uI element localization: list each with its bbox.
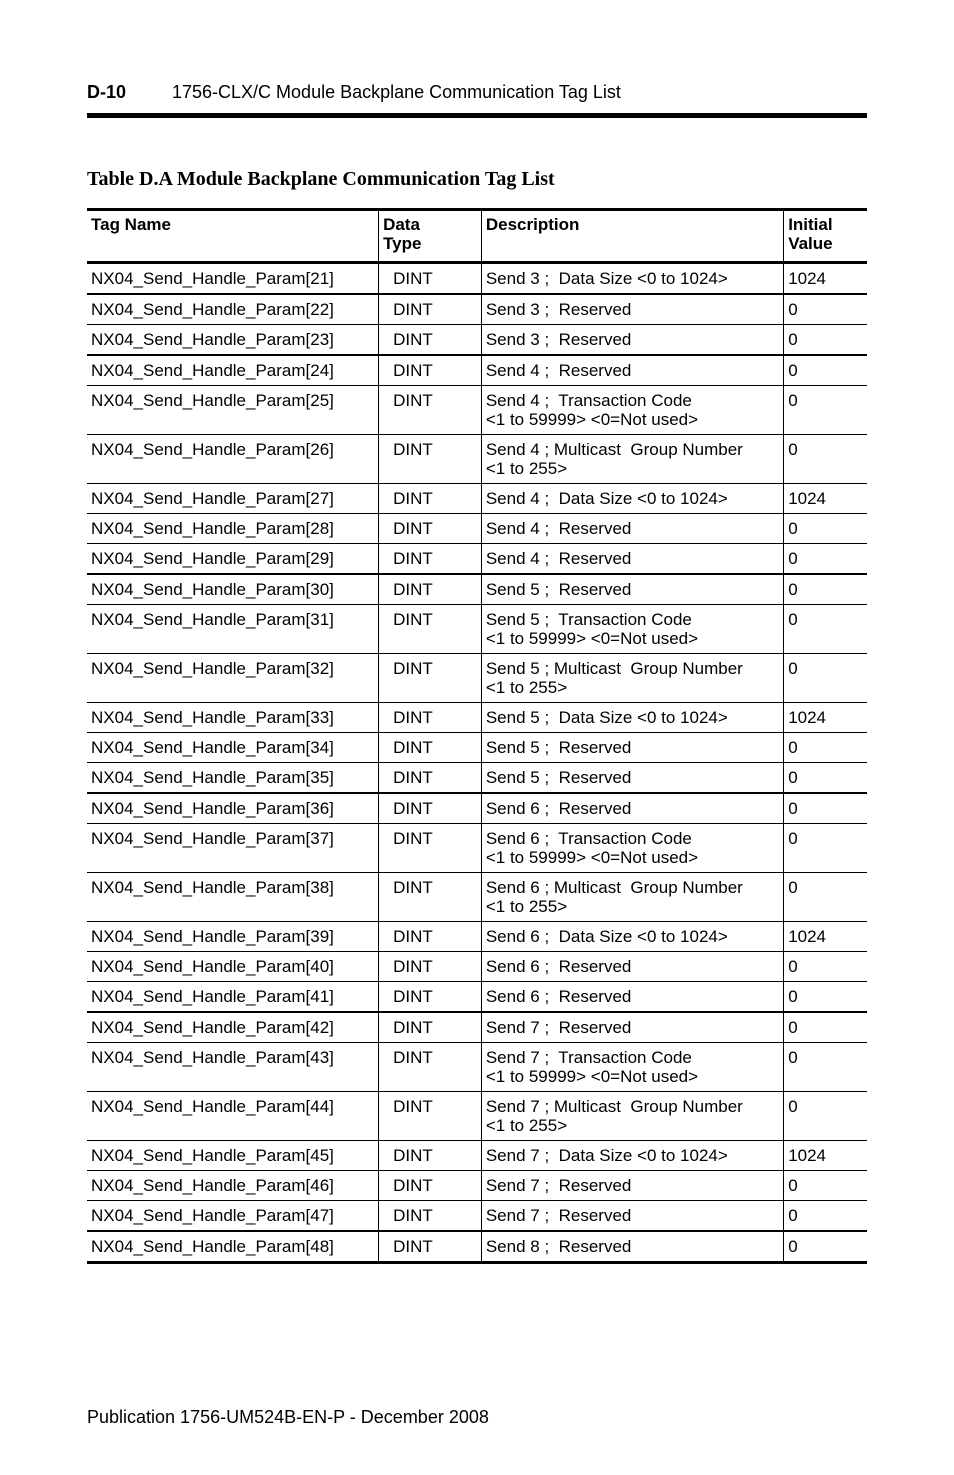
column-header-initial-value: Initial Value <box>784 210 867 263</box>
cell-description <box>481 1201 783 1232</box>
cell-data-type: DINT <box>379 733 482 763</box>
cell-description <box>481 605 783 654</box>
cell-tag-name: NX04_Send_Handle_Param[41] <box>87 982 379 1013</box>
cell-tag-name: NX04_Send_Handle_Param[35] <box>87 763 379 794</box>
cell-initial-value: 0 <box>784 294 867 325</box>
description-line: Send 6 ; Reserved <box>485 987 632 1006</box>
cell-data-type: DINT <box>379 793 482 824</box>
cell-description <box>481 325 783 356</box>
cell-initial-value: 0 <box>784 733 867 763</box>
table-body <box>87 263 867 1263</box>
cell-initial-value: 0 <box>784 982 867 1013</box>
table-row <box>87 654 867 703</box>
cell-data-type: DINT <box>379 386 482 435</box>
description-line: Send 7 ; Reserved <box>485 1018 632 1037</box>
description-line: Send 6 ; Reserved <box>485 957 632 976</box>
description-line: Send 7 ; Data Size <0 to 1024> <box>485 1146 728 1165</box>
description-line: Send 7 ; Multicast Group Number <box>485 1097 743 1116</box>
cell-description <box>481 922 783 952</box>
description-line: Send 5 ; Transaction Code <box>485 610 692 629</box>
description-line: Send 3 ; Data Size <0 to 1024> <box>485 269 728 288</box>
table-row <box>87 1201 867 1232</box>
cell-data-type: DINT <box>379 763 482 794</box>
description-line: Send 8 ; Reserved <box>485 1237 632 1256</box>
cell-initial-value: 0 <box>784 824 867 873</box>
cell-initial-value: 0 <box>784 605 867 654</box>
description-line: Send 3 ; Reserved <box>485 330 632 349</box>
cell-description <box>481 514 783 544</box>
cell-description <box>481 386 783 435</box>
cell-description <box>481 1231 783 1263</box>
cell-tag-name: NX04_Send_Handle_Param[47] <box>87 1201 379 1232</box>
cell-data-type: DINT <box>379 574 482 605</box>
table-row <box>87 484 867 514</box>
cell-initial-value: 0 <box>784 1201 867 1232</box>
description-line: <1 to 255> <box>485 897 568 916</box>
cell-description <box>481 355 783 386</box>
chapter-title: 1756-CLX/C Module Backplane Communication Tag List <box>172 82 621 102</box>
cell-tag-name: NX04_Send_Handle_Param[37] <box>87 824 379 873</box>
table-header-row <box>87 210 867 263</box>
cell-data-type: DINT <box>379 654 482 703</box>
cell-initial-value: 0 <box>784 1092 867 1141</box>
cell-data-type: DINT <box>379 263 482 295</box>
cell-description <box>481 982 783 1013</box>
cell-description <box>481 824 783 873</box>
description-line: Send 4 ; Multicast Group Number <box>485 440 743 459</box>
cell-tag-name: NX04_Send_Handle_Param[31] <box>87 605 379 654</box>
cell-data-type: DINT <box>379 873 482 922</box>
table-row <box>87 1231 867 1263</box>
cell-data-type: DINT <box>379 1231 482 1263</box>
table-row <box>87 435 867 484</box>
table-row <box>87 982 867 1013</box>
cell-description <box>481 703 783 733</box>
table-row <box>87 922 867 952</box>
cell-description <box>481 1012 783 1043</box>
table-row <box>87 544 867 575</box>
table-row <box>87 793 867 824</box>
cell-data-type: DINT <box>379 355 482 386</box>
cell-tag-name: NX04_Send_Handle_Param[24] <box>87 355 379 386</box>
description-line: <1 to 255> <box>485 678 568 697</box>
cell-initial-value: 0 <box>784 435 867 484</box>
cell-data-type: DINT <box>379 325 482 356</box>
description-line: <1 to 255> <box>485 1116 568 1135</box>
description-line: Send 4 ; Transaction Code <box>485 391 692 410</box>
cell-initial-value: 0 <box>784 654 867 703</box>
cell-tag-name: NX04_Send_Handle_Param[48] <box>87 1231 379 1263</box>
cell-data-type: DINT <box>379 1201 482 1232</box>
cell-description <box>481 733 783 763</box>
description-line: Send 7 ; Transaction Code <box>485 1048 692 1067</box>
cell-data-type: DINT <box>379 484 482 514</box>
cell-data-type: DINT <box>379 703 482 733</box>
cell-initial-value: 0 <box>784 952 867 982</box>
cell-description <box>481 435 783 484</box>
table-title: Table D.A Module Backplane Communication Tag List <box>87 168 555 190</box>
description-line: Send 7 ; Reserved <box>485 1206 632 1225</box>
cell-initial-value: 0 <box>784 574 867 605</box>
cell-tag-name: NX04_Send_Handle_Param[21] <box>87 263 379 295</box>
description-line: Send 6 ; Transaction Code <box>485 829 692 848</box>
description-line: Send 5 ; Reserved <box>485 738 632 757</box>
cell-tag-name: NX04_Send_Handle_Param[28] <box>87 514 379 544</box>
cell-data-type: DINT <box>379 982 482 1013</box>
cell-tag-name: NX04_Send_Handle_Param[38] <box>87 873 379 922</box>
cell-initial-value: 0 <box>784 1012 867 1043</box>
table-row <box>87 733 867 763</box>
table-row <box>87 873 867 922</box>
cell-initial-value: 0 <box>784 355 867 386</box>
cell-tag-name: NX04_Send_Handle_Param[40] <box>87 952 379 982</box>
table-row <box>87 1171 867 1201</box>
cell-data-type: DINT <box>379 1043 482 1092</box>
tag-list-table <box>87 208 867 1264</box>
column-header-description: Description <box>481 210 783 263</box>
description-line: <1 to 59999> <0=Not used> <box>485 410 699 429</box>
cell-data-type: DINT <box>379 294 482 325</box>
cell-initial-value: 0 <box>784 544 867 575</box>
cell-tag-name: NX04_Send_Handle_Param[23] <box>87 325 379 356</box>
description-line: Send 6 ; Reserved <box>485 799 632 818</box>
cell-description <box>481 952 783 982</box>
page-number: D-10 <box>87 82 127 102</box>
cell-data-type: DINT <box>379 952 482 982</box>
cell-data-type: DINT <box>379 605 482 654</box>
cell-initial-value: 1024 <box>784 703 867 733</box>
cell-description <box>481 294 783 325</box>
cell-initial-value: 1024 <box>784 922 867 952</box>
cell-tag-name: NX04_Send_Handle_Param[29] <box>87 544 379 575</box>
cell-tag-name: NX04_Send_Handle_Param[44] <box>87 1092 379 1141</box>
cell-tag-name: NX04_Send_Handle_Param[30] <box>87 574 379 605</box>
table-row <box>87 952 867 982</box>
table-row <box>87 325 867 356</box>
table-row <box>87 1043 867 1092</box>
cell-description <box>481 263 783 295</box>
table-row <box>87 386 867 435</box>
cell-description <box>481 654 783 703</box>
cell-data-type: DINT <box>379 435 482 484</box>
table-row <box>87 514 867 544</box>
cell-description <box>481 544 783 575</box>
description-line: Send 3 ; Reserved <box>485 300 632 319</box>
description-line: Send 5 ; Data Size <0 to 1024> <box>485 708 728 727</box>
description-line: Send 5 ; Reserved <box>485 580 632 599</box>
table-row <box>87 1012 867 1043</box>
cell-description <box>481 1092 783 1141</box>
cell-initial-value: 0 <box>784 763 867 794</box>
table-row <box>87 763 867 794</box>
cell-description <box>481 1141 783 1171</box>
cell-initial-value: 0 <box>784 386 867 435</box>
cell-initial-value: 0 <box>784 1171 867 1201</box>
table-row <box>87 263 867 295</box>
table-row <box>87 824 867 873</box>
description-line: Send 4 ; Reserved <box>485 361 632 380</box>
page-header <box>87 82 867 103</box>
cell-initial-value: 0 <box>784 514 867 544</box>
table-row <box>87 703 867 733</box>
cell-initial-value: 0 <box>784 873 867 922</box>
publication-footer: Publication 1756-UM524B-EN-P - December 2008 <box>87 1407 489 1427</box>
header-rule <box>87 113 867 118</box>
description-line: Send 6 ; Data Size <0 to 1024> <box>485 927 728 946</box>
cell-initial-value: 0 <box>784 325 867 356</box>
cell-description <box>481 1171 783 1201</box>
cell-tag-name: NX04_Send_Handle_Param[36] <box>87 793 379 824</box>
description-line: <1 to 59999> <0=Not used> <box>485 629 699 648</box>
cell-tag-name: NX04_Send_Handle_Param[46] <box>87 1171 379 1201</box>
description-line: Send 6 ; Multicast Group Number <box>485 878 743 897</box>
description-line: Send 5 ; Reserved <box>485 768 632 787</box>
cell-initial-value: 1024 <box>784 484 867 514</box>
cell-description <box>481 763 783 794</box>
table-row <box>87 1092 867 1141</box>
cell-tag-name: NX04_Send_Handle_Param[33] <box>87 703 379 733</box>
table-row <box>87 605 867 654</box>
description-line: Send 7 ; Reserved <box>485 1176 632 1195</box>
description-line: <1 to 255> <box>485 459 568 478</box>
column-header-tag-name: Tag Name <box>87 210 379 263</box>
description-line: <1 to 59999> <0=Not used> <box>485 1067 699 1086</box>
cell-tag-name: NX04_Send_Handle_Param[25] <box>87 386 379 435</box>
cell-description <box>481 793 783 824</box>
description-line: Send 4 ; Reserved <box>485 549 632 568</box>
cell-description <box>481 574 783 605</box>
table-row <box>87 574 867 605</box>
cell-data-type: DINT <box>379 824 482 873</box>
cell-initial-value: 0 <box>784 1231 867 1263</box>
cell-tag-name: NX04_Send_Handle_Param[43] <box>87 1043 379 1092</box>
cell-tag-name: NX04_Send_Handle_Param[39] <box>87 922 379 952</box>
cell-data-type: DINT <box>379 1092 482 1141</box>
cell-description <box>481 873 783 922</box>
cell-data-type: DINT <box>379 1171 482 1201</box>
description-line: Send 4 ; Reserved <box>485 519 632 538</box>
cell-tag-name: NX04_Send_Handle_Param[34] <box>87 733 379 763</box>
description-line: Send 4 ; Data Size <0 to 1024> <box>485 489 728 508</box>
cell-initial-value: 1024 <box>784 263 867 295</box>
cell-data-type: DINT <box>379 1141 482 1171</box>
cell-tag-name: NX04_Send_Handle_Param[42] <box>87 1012 379 1043</box>
description-line: <1 to 59999> <0=Not used> <box>485 848 699 867</box>
cell-tag-name: NX04_Send_Handle_Param[32] <box>87 654 379 703</box>
cell-description <box>481 484 783 514</box>
table-row <box>87 294 867 325</box>
cell-tag-name: NX04_Send_Handle_Param[26] <box>87 435 379 484</box>
cell-initial-value: 1024 <box>784 1141 867 1171</box>
cell-initial-value: 0 <box>784 793 867 824</box>
cell-data-type: DINT <box>379 922 482 952</box>
table-row <box>87 355 867 386</box>
cell-data-type: DINT <box>379 1012 482 1043</box>
cell-data-type: DINT <box>379 514 482 544</box>
cell-data-type: DINT <box>379 544 482 575</box>
cell-tag-name: NX04_Send_Handle_Param[27] <box>87 484 379 514</box>
cell-tag-name: NX04_Send_Handle_Param[22] <box>87 294 379 325</box>
table-row <box>87 1141 867 1171</box>
cell-initial-value: 0 <box>784 1043 867 1092</box>
column-header-data-type: Data Type <box>379 210 482 263</box>
cell-description <box>481 1043 783 1092</box>
description-line: Send 5 ; Multicast Group Number <box>485 659 743 678</box>
cell-tag-name: NX04_Send_Handle_Param[45] <box>87 1141 379 1171</box>
